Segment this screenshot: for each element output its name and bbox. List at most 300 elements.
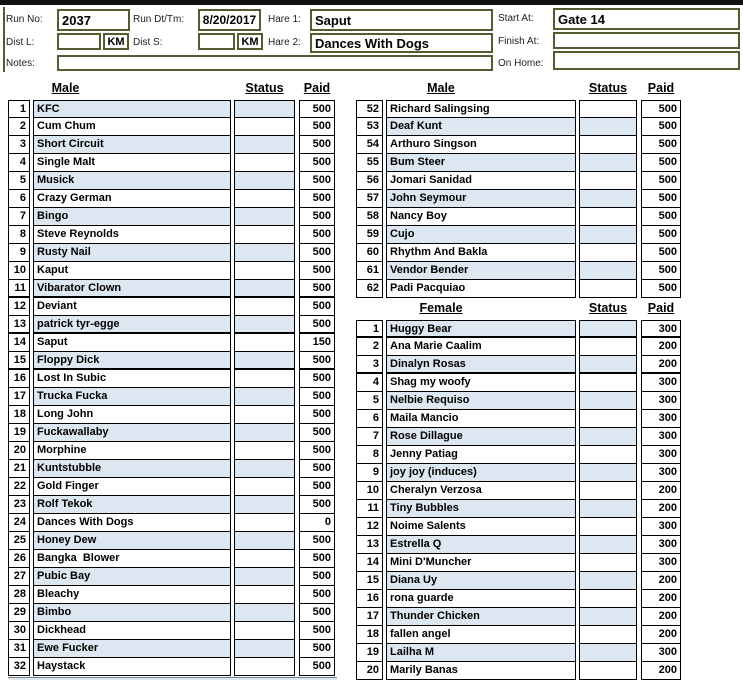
paid-cell[interactable]: 500 xyxy=(299,568,335,586)
status-cell[interactable] xyxy=(234,658,295,676)
runner-name-cell[interactable]: Cum Chum xyxy=(33,118,231,136)
male-right-title: Male xyxy=(427,81,455,95)
status-cell[interactable] xyxy=(579,536,637,554)
status-cell[interactable] xyxy=(234,316,295,334)
row-number-cell: 60 xyxy=(356,244,383,262)
runner-name-cell[interactable]: Cheralyn Verzosa xyxy=(386,482,576,500)
paid-cell[interactable]: 500 xyxy=(641,190,681,208)
female-rows xyxy=(356,320,681,680)
runner-name-cell[interactable]: Bangka Blower xyxy=(33,550,231,568)
female-title: Female xyxy=(419,301,463,315)
row-number-cell: 1 xyxy=(356,320,383,338)
table-row xyxy=(8,172,335,190)
table-row xyxy=(356,338,681,356)
table-row xyxy=(8,478,335,496)
table-row xyxy=(356,590,681,608)
row-number-cell: 8 xyxy=(356,446,383,464)
table-row xyxy=(356,374,681,392)
status-cell[interactable] xyxy=(579,518,637,536)
row-number-cell: 62 xyxy=(356,280,383,298)
runner-name-cell[interactable]: Padi Pacquiao xyxy=(386,280,576,298)
paid-cell[interactable]: 500 xyxy=(641,100,681,118)
paid-cell[interactable]: 200 xyxy=(641,608,681,626)
paid-column-header: Paid xyxy=(647,301,675,315)
row-number-cell: 5 xyxy=(356,392,383,410)
status-cell[interactable] xyxy=(579,356,637,374)
table-row xyxy=(356,428,681,446)
row-number-cell: 6 xyxy=(356,410,383,428)
paid-cell[interactable]: 500 xyxy=(299,352,335,370)
paid-cell[interactable]: 500 xyxy=(299,100,335,118)
hare2-field[interactable]: Dances With Dogs xyxy=(310,33,493,53)
status-cell[interactable] xyxy=(579,172,637,190)
paid-cell[interactable]: 200 xyxy=(641,572,681,590)
table-row xyxy=(356,356,681,374)
paid-cell[interactable]: 500 xyxy=(299,262,335,280)
status-cell[interactable] xyxy=(234,244,295,262)
paid-cell[interactable]: 500 xyxy=(299,442,335,460)
paid-cell[interactable]: 500 xyxy=(299,586,335,604)
paid-cell[interactable]: 500 xyxy=(299,154,335,172)
row-number-cell: 59 xyxy=(356,226,383,244)
paid-cell[interactable]: 300 xyxy=(641,518,681,536)
table-row xyxy=(8,496,335,514)
runner-name-cell[interactable]: Nancy Boy xyxy=(386,208,576,226)
runner-name-cell[interactable]: Ana Marie Caalim xyxy=(386,338,576,356)
table-row xyxy=(356,446,681,464)
status-cell[interactable] xyxy=(579,338,637,356)
paid-cell[interactable]: 150 xyxy=(299,334,335,352)
dist-l-label: Dist L: xyxy=(6,37,35,48)
paid-cell[interactable]: 300 xyxy=(641,320,681,338)
runner-name-cell[interactable]: Richard Salingsing xyxy=(386,100,576,118)
paid-cell[interactable]: 500 xyxy=(299,658,335,676)
runner-name-cell[interactable]: Deaf Kunt xyxy=(386,118,576,136)
runner-name-cell[interactable]: Rose Dillague xyxy=(386,428,576,446)
status-cell[interactable] xyxy=(234,640,295,658)
status-cell[interactable] xyxy=(579,136,637,154)
runner-name-cell[interactable]: Shag my woofy xyxy=(386,374,576,392)
paid-cell[interactable]: 500 xyxy=(299,244,335,262)
status-cell[interactable] xyxy=(579,554,637,572)
row-number-cell: 24 xyxy=(8,514,30,532)
top-window-bar xyxy=(0,0,743,5)
status-cell[interactable] xyxy=(234,118,295,136)
status-cell[interactable] xyxy=(234,604,295,622)
runner-name-cell[interactable]: Dickhead xyxy=(33,622,231,640)
paid-cell[interactable]: 500 xyxy=(299,316,335,334)
status-cell[interactable] xyxy=(234,208,295,226)
run-no-field[interactable]: 2037 xyxy=(57,9,130,31)
dist-s-field[interactable] xyxy=(198,33,235,50)
dist-s-unit-box: KM xyxy=(237,33,263,50)
paid-cell[interactable]: 500 xyxy=(641,172,681,190)
row-number-cell: 14 xyxy=(8,334,30,352)
row-number-cell: 27 xyxy=(8,568,30,586)
runner-name-cell[interactable]: Musick xyxy=(33,172,231,190)
notes-field[interactable] xyxy=(57,55,493,71)
status-cell[interactable] xyxy=(234,226,295,244)
runner-name-cell[interactable]: joy joy (induces) xyxy=(386,464,576,482)
paid-cell[interactable]: 500 xyxy=(641,262,681,280)
table-row xyxy=(356,482,681,500)
status-cell[interactable] xyxy=(579,500,637,518)
runner-name-cell[interactable]: Bum Steer xyxy=(386,154,576,172)
runner-name-cell[interactable]: Bimbo xyxy=(33,604,231,622)
paid-cell[interactable]: 500 xyxy=(299,496,335,514)
finish-at-label: Finish At: xyxy=(498,36,540,47)
runner-name-cell[interactable]: Nelbie Requiso xyxy=(386,392,576,410)
table-row xyxy=(356,244,681,262)
status-cell[interactable] xyxy=(579,226,637,244)
status-cell[interactable] xyxy=(234,406,295,424)
row-number-cell: 2 xyxy=(8,118,30,136)
status-column-header: Status xyxy=(588,81,628,95)
male-left-rows xyxy=(8,100,335,676)
paid-cell[interactable]: 500 xyxy=(299,190,335,208)
row-number-cell: 8 xyxy=(8,226,30,244)
paid-cell[interactable]: 500 xyxy=(299,424,335,442)
run-date-field[interactable]: 8/20/2017 xyxy=(198,9,261,31)
paid-cell[interactable]: 500 xyxy=(641,118,681,136)
paid-cell[interactable]: 200 xyxy=(641,338,681,356)
table-row xyxy=(356,500,681,518)
status-cell[interactable] xyxy=(579,262,637,280)
status-cell[interactable] xyxy=(579,374,637,392)
runner-name-cell[interactable]: Jenny Patiag xyxy=(386,446,576,464)
table-row xyxy=(8,298,335,316)
status-cell[interactable] xyxy=(234,622,295,640)
paid-cell[interactable]: 300 xyxy=(641,428,681,446)
paid-cell[interactable]: 300 xyxy=(641,446,681,464)
table-row xyxy=(8,208,335,226)
status-cell[interactable] xyxy=(234,280,295,298)
table-row xyxy=(8,262,335,280)
table-row xyxy=(8,136,335,154)
row-number-cell: 9 xyxy=(8,244,30,262)
status-cell[interactable] xyxy=(234,154,295,172)
table-row xyxy=(8,658,335,676)
table-row xyxy=(356,208,681,226)
runner-name-cell[interactable]: Estrella Q xyxy=(386,536,576,554)
paid-cell[interactable]: 200 xyxy=(641,356,681,374)
row-number-cell: 6 xyxy=(8,190,30,208)
status-column-header: Status xyxy=(588,301,628,315)
runner-name-cell[interactable]: KFC xyxy=(33,100,231,118)
table-row xyxy=(8,406,335,424)
table-row xyxy=(8,442,335,460)
table-row xyxy=(356,226,681,244)
status-cell[interactable] xyxy=(234,262,295,280)
notes-label: Notes: xyxy=(6,58,35,69)
runner-name-cell[interactable]: Kuntstubble xyxy=(33,460,231,478)
runner-name-cell[interactable]: Rhythm And Bakla xyxy=(386,244,576,262)
status-cell[interactable] xyxy=(579,244,637,262)
runner-name-cell[interactable]: John Seymour xyxy=(386,190,576,208)
runner-name-cell[interactable]: Long John xyxy=(33,406,231,424)
status-cell[interactable] xyxy=(234,496,295,514)
row-number-cell: 30 xyxy=(8,622,30,640)
table-row xyxy=(356,608,681,626)
status-cell[interactable] xyxy=(579,662,637,680)
row-number-cell: 7 xyxy=(356,428,383,446)
paid-cell[interactable]: 300 xyxy=(641,410,681,428)
status-cell[interactable] xyxy=(579,446,637,464)
row-number-cell: 2 xyxy=(356,338,383,356)
paid-cell[interactable]: 500 xyxy=(641,208,681,226)
row-number-cell: 10 xyxy=(8,262,30,280)
runner-name-cell[interactable]: Tiny Bubbles xyxy=(386,500,576,518)
runner-name-cell[interactable]: Diana Uy xyxy=(386,572,576,590)
runner-name-cell[interactable]: Floppy Dick xyxy=(33,352,231,370)
runner-name-cell[interactable]: Honey Dew xyxy=(33,532,231,550)
status-cell[interactable] xyxy=(234,568,295,586)
runner-name-cell[interactable]: Saput xyxy=(33,334,231,352)
paid-cell[interactable]: 500 xyxy=(299,172,335,190)
paid-cell[interactable]: 500 xyxy=(299,388,335,406)
paid-cell[interactable]: 500 xyxy=(299,208,335,226)
row-number-cell: 52 xyxy=(356,100,383,118)
paid-cell[interactable]: 500 xyxy=(299,406,335,424)
paid-cell[interactable]: 0 xyxy=(299,514,335,532)
status-cell[interactable] xyxy=(579,464,637,482)
status-cell[interactable] xyxy=(579,100,637,118)
row-number-cell: 55 xyxy=(356,154,383,172)
status-cell[interactable] xyxy=(234,388,295,406)
runner-name-cell[interactable]: Rolf Tekok xyxy=(33,496,231,514)
paid-cell[interactable]: 500 xyxy=(641,280,681,298)
status-cell[interactable] xyxy=(579,208,637,226)
paid-cell[interactable]: 500 xyxy=(299,604,335,622)
paid-cell[interactable]: 200 xyxy=(641,500,681,518)
status-cell[interactable] xyxy=(579,154,637,172)
paid-cell[interactable]: 500 xyxy=(641,226,681,244)
hare1-label: Hare 1: xyxy=(268,14,301,25)
runner-name-cell[interactable]: Vendor Bender xyxy=(386,262,576,280)
paid-column-header: Paid xyxy=(303,81,331,95)
paid-cell[interactable]: 500 xyxy=(299,622,335,640)
runner-name-cell[interactable]: Cujo xyxy=(386,226,576,244)
runner-name-cell[interactable]: Rusty Nail xyxy=(33,244,231,262)
table-row xyxy=(8,334,335,352)
status-cell[interactable] xyxy=(234,586,295,604)
paid-cell[interactable]: 500 xyxy=(299,478,335,496)
paid-cell[interactable]: 500 xyxy=(299,550,335,568)
start-at-field[interactable]: Gate 14 xyxy=(553,8,740,30)
row-number-cell: 7 xyxy=(8,208,30,226)
hare1-field[interactable]: Saput xyxy=(310,9,493,31)
runner-name-cell[interactable]: Steve Reynolds xyxy=(33,226,231,244)
status-cell[interactable] xyxy=(234,478,295,496)
status-cell[interactable] xyxy=(234,460,295,478)
runner-name-cell[interactable]: Gold Finger xyxy=(33,478,231,496)
row-number-cell: 53 xyxy=(356,118,383,136)
row-number-cell: 21 xyxy=(8,460,30,478)
status-cell[interactable] xyxy=(579,118,637,136)
paid-cell[interactable]: 300 xyxy=(641,536,681,554)
runner-name-cell[interactable]: Ewe Fucker xyxy=(33,640,231,658)
runner-name-cell[interactable]: Single Malt xyxy=(33,154,231,172)
paid-cell[interactable]: 500 xyxy=(641,154,681,172)
row-number-cell: 29 xyxy=(8,604,30,622)
table-row xyxy=(8,568,335,586)
paid-cell[interactable]: 300 xyxy=(641,554,681,572)
paid-cell[interactable]: 500 xyxy=(299,226,335,244)
table-row xyxy=(356,118,681,136)
table-row xyxy=(8,352,335,370)
table-row xyxy=(356,136,681,154)
paid-cell[interactable]: 300 xyxy=(641,644,681,662)
runner-name-cell[interactable]: Noime Salents xyxy=(386,518,576,536)
status-cell[interactable] xyxy=(234,334,295,352)
table-row xyxy=(8,550,335,568)
runner-name-cell[interactable]: Pubic Bay xyxy=(33,568,231,586)
paid-cell[interactable]: 500 xyxy=(641,244,681,262)
table-row xyxy=(8,604,335,622)
row-number-cell: 19 xyxy=(356,644,383,662)
start-at-label: Start At: xyxy=(498,13,534,24)
runner-name-cell[interactable]: Marily Banas xyxy=(386,662,576,680)
paid-cell[interactable]: 500 xyxy=(641,136,681,154)
status-cell[interactable] xyxy=(234,100,295,118)
runner-name-cell[interactable]: Haystack xyxy=(33,658,231,676)
status-cell[interactable] xyxy=(579,428,637,446)
row-number-cell: 18 xyxy=(356,626,383,644)
status-cell[interactable] xyxy=(579,482,637,500)
paid-cell[interactable]: 500 xyxy=(299,370,335,388)
table-row xyxy=(8,244,335,262)
table-row xyxy=(8,388,335,406)
paid-cell[interactable]: 200 xyxy=(641,662,681,680)
male-left-title: Male xyxy=(51,81,80,95)
runner-name-cell[interactable]: Deviant xyxy=(33,298,231,316)
on-home-label: On Home: xyxy=(498,58,544,69)
row-number-cell: 13 xyxy=(8,316,30,334)
runner-name-cell[interactable]: fallen angel xyxy=(386,626,576,644)
row-number-cell: 58 xyxy=(356,208,383,226)
paid-cell[interactable]: 500 xyxy=(299,280,335,298)
table-row xyxy=(356,320,681,338)
runner-name-cell[interactable]: Dances With Dogs xyxy=(33,514,231,532)
runner-name-cell[interactable]: Arthuro Singson xyxy=(386,136,576,154)
status-cell[interactable] xyxy=(579,410,637,428)
status-cell[interactable] xyxy=(234,190,295,208)
paid-cell[interactable]: 300 xyxy=(641,374,681,392)
runner-name-cell[interactable]: Bleachy xyxy=(33,586,231,604)
paid-cell[interactable]: 500 xyxy=(299,136,335,154)
runner-name-cell[interactable]: Jomari Sanidad xyxy=(386,172,576,190)
status-cell[interactable] xyxy=(234,532,295,550)
status-cell[interactable] xyxy=(234,550,295,568)
status-cell[interactable] xyxy=(579,190,637,208)
row-number-cell: 32 xyxy=(8,658,30,676)
row-number-cell: 15 xyxy=(356,572,383,590)
paid-cell[interactable]: 500 xyxy=(299,298,335,316)
paid-cell[interactable]: 500 xyxy=(299,640,335,658)
table-row xyxy=(8,316,335,334)
paid-cell[interactable]: 300 xyxy=(641,392,681,410)
status-cell[interactable] xyxy=(234,136,295,154)
paid-cell[interactable]: 500 xyxy=(299,532,335,550)
row-number-cell: 17 xyxy=(8,388,30,406)
status-cell[interactable] xyxy=(234,514,295,532)
status-cell[interactable] xyxy=(234,298,295,316)
row-number-cell: 18 xyxy=(8,406,30,424)
runner-name-cell[interactable]: Bingo xyxy=(33,208,231,226)
row-number-cell: 57 xyxy=(356,190,383,208)
status-cell[interactable] xyxy=(579,644,637,662)
row-number-cell: 12 xyxy=(356,518,383,536)
table-row xyxy=(356,464,681,482)
runner-name-cell[interactable]: Morphine xyxy=(33,442,231,460)
table-row xyxy=(356,662,681,680)
on-home-field[interactable] xyxy=(553,51,740,70)
status-cell[interactable] xyxy=(579,626,637,644)
status-cell[interactable] xyxy=(234,424,295,442)
row-number-cell: 3 xyxy=(356,356,383,374)
runner-name-cell[interactable]: Mini D'Muncher xyxy=(386,554,576,572)
runner-name-cell[interactable]: Maila Mancio xyxy=(386,410,576,428)
table-row xyxy=(8,424,335,442)
paid-cell[interactable]: 200 xyxy=(641,482,681,500)
runner-name-cell[interactable]: Lailha M xyxy=(386,644,576,662)
dist-s-label: Dist S: xyxy=(133,37,163,48)
runner-name-cell[interactable]: Thunder Chicken xyxy=(386,608,576,626)
male-table-left xyxy=(8,80,335,676)
runner-name-cell[interactable]: Vibarator Clown xyxy=(33,280,231,298)
status-cell[interactable] xyxy=(234,442,295,460)
runner-name-cell[interactable]: Kaput xyxy=(33,262,231,280)
status-cell[interactable] xyxy=(234,370,295,388)
status-cell[interactable] xyxy=(579,572,637,590)
paid-cell[interactable]: 500 xyxy=(299,118,335,136)
runner-name-cell[interactable]: rona guarde xyxy=(386,590,576,608)
runner-name-cell[interactable]: Crazy German xyxy=(33,190,231,208)
status-cell[interactable] xyxy=(579,280,637,298)
runner-name-cell[interactable]: Fuckawallaby xyxy=(33,424,231,442)
row-number-cell: 4 xyxy=(8,154,30,172)
table-row xyxy=(356,644,681,662)
status-cell[interactable] xyxy=(579,320,637,338)
runner-name-cell[interactable]: patrick tyr-egge xyxy=(33,316,231,334)
paid-cell[interactable]: 200 xyxy=(641,626,681,644)
status-cell[interactable] xyxy=(579,608,637,626)
finish-at-field[interactable] xyxy=(553,32,740,49)
row-number-cell: 28 xyxy=(8,586,30,604)
row-number-cell: 31 xyxy=(8,640,30,658)
row-number-cell: 19 xyxy=(8,424,30,442)
paid-cell[interactable]: 200 xyxy=(641,590,681,608)
runner-name-cell[interactable]: Lost In Subic xyxy=(33,370,231,388)
paid-cell[interactable]: 500 xyxy=(299,460,335,478)
status-cell[interactable] xyxy=(579,392,637,410)
status-cell[interactable] xyxy=(579,590,637,608)
dist-l-field[interactable] xyxy=(57,33,101,50)
runner-name-cell[interactable]: Dinalyn Rosas xyxy=(386,356,576,374)
table-row xyxy=(8,370,335,388)
row-number-cell: 56 xyxy=(356,172,383,190)
runner-name-cell[interactable]: Trucka Fucka xyxy=(33,388,231,406)
status-cell[interactable] xyxy=(234,352,295,370)
status-cell[interactable] xyxy=(234,172,295,190)
runner-name-cell[interactable]: Huggy Bear xyxy=(386,320,576,338)
paid-cell[interactable]: 300 xyxy=(641,464,681,482)
runner-name-cell[interactable]: Short Circuit xyxy=(33,136,231,154)
table-row xyxy=(8,190,335,208)
row-number-cell: 16 xyxy=(8,370,30,388)
row-number-cell: 54 xyxy=(356,136,383,154)
table-row xyxy=(8,118,335,136)
